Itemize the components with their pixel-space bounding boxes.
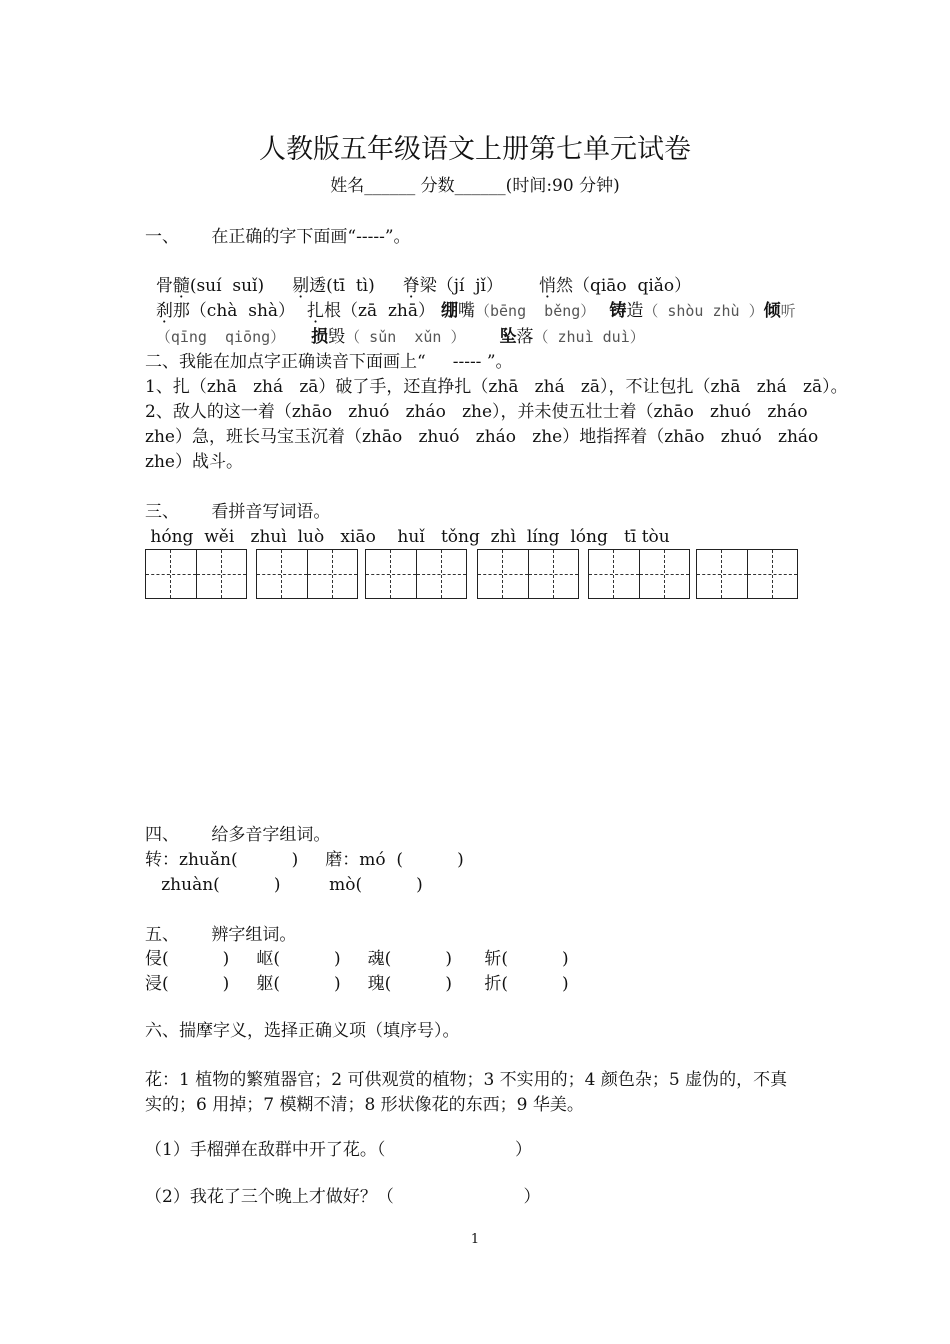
word-bengzui: 绷嘴（bēng běng） bbox=[441, 301, 596, 321]
section-2-line-2: 2、敌人的这一着（zhāo zhuó zháo zhe），并未使五壮士着（zhāo zhuó zháo bbox=[145, 402, 808, 422]
section-6-heading: 六、揣摩字义，选择正确义项（填序号）。 bbox=[145, 1021, 460, 1041]
section-5-line-1: 侵( ) 岖( ) 魂( ) 斩( ) bbox=[145, 949, 569, 969]
word-qingting-pinyin: （qīng qiōng） bbox=[155, 328, 286, 346]
section-5-line-2: 浸( ) 躯( ) 瑰( ) 折( ) bbox=[145, 974, 569, 994]
page-title: 人教版五年级语文上册第七单元试卷 bbox=[259, 134, 691, 165]
word-sunhui: 损毁（ sǔn xǔn ） bbox=[311, 327, 466, 347]
word-zhagen: 扎根（zā zhā） bbox=[307, 301, 435, 321]
section-2-line-1: 1、扎（zhā zhá zā）破了手，还直挣扎（zhā zhá zā），不让包扎（zhā zhá zā）。 bbox=[145, 377, 848, 397]
word-gusui: 骨髓(suí suǐ) bbox=[155, 276, 265, 296]
definitions-line-2: 实的；6 用掉；7 模糊不清；8 形状像花的东西；9 华美。 bbox=[145, 1095, 584, 1115]
definitions-line-1: 花：1 植物的繁殖器官；2 可供观赏的植物；3 不实用的；4 颜色杂；5 虚伪的，不真 bbox=[145, 1070, 788, 1090]
section-5-heading: 五、 辨字组词。 bbox=[145, 925, 297, 945]
word-zhuzao: 铸造（ shòu zhù ） bbox=[609, 301, 764, 321]
word-qiaoran: 悄然（qiāo qiǎo） bbox=[538, 276, 692, 296]
section-2-line-3: zhe）急，班长马宝玉沉着（zhāo zhuó zháo zhe）地指挥着（zhāo zhuó zháo bbox=[145, 427, 819, 447]
section-3-pinyin-row: hóng wěi zhuì luò xiāo huǐ tǒng zhì líng lóng tī tòu bbox=[145, 527, 670, 547]
writing-grid bbox=[145, 549, 798, 599]
answer-box-5[interactable] bbox=[588, 549, 690, 599]
section-3-heading: 三、 看拼音写词语。 bbox=[145, 502, 331, 522]
section-4-line-1: 转：zhuǎn( ) 磨：mó ( ) bbox=[145, 850, 464, 870]
section-1-heading: 一、 在正确的字下面画“-----”。 bbox=[145, 227, 411, 247]
answer-box-2[interactable] bbox=[256, 549, 358, 599]
word-titou: 剔透(tī tì) bbox=[292, 276, 375, 296]
word-chana: 刹那（chà shà） bbox=[155, 301, 296, 321]
section-2-line-4: zhe）战斗。 bbox=[145, 452, 243, 472]
answer-box-4[interactable] bbox=[477, 549, 579, 599]
page-number: 1 bbox=[470, 1232, 480, 1247]
section-2-heading: 二、我能在加点字正确读音下面画上“ ----- ”。 bbox=[145, 352, 513, 372]
section-1-row-3 bbox=[145, 301, 645, 349]
question-1: （1）手榴弹在敌群中开了花。（ ） bbox=[145, 1140, 533, 1160]
answer-box-6[interactable] bbox=[696, 549, 798, 599]
name-score-time-line: 姓名______ 分数______(时间:90 分钟) bbox=[330, 176, 620, 196]
answer-box-1[interactable] bbox=[145, 549, 247, 599]
answer-box-3[interactable] bbox=[365, 549, 467, 599]
word-jiliang: 脊梁（jí jǐ） bbox=[402, 276, 503, 296]
section-4-line-2: zhuàn( ) mò( ) bbox=[145, 875, 423, 895]
question-2: （2）我花了三个晚上才做好？（ ） bbox=[145, 1187, 541, 1207]
section-4-heading: 四、 给多音字组词。 bbox=[145, 825, 331, 845]
word-zhuiluo: 坠落（ zhuì duì） bbox=[499, 327, 645, 347]
word-qingting: 倾听 bbox=[763, 301, 796, 321]
